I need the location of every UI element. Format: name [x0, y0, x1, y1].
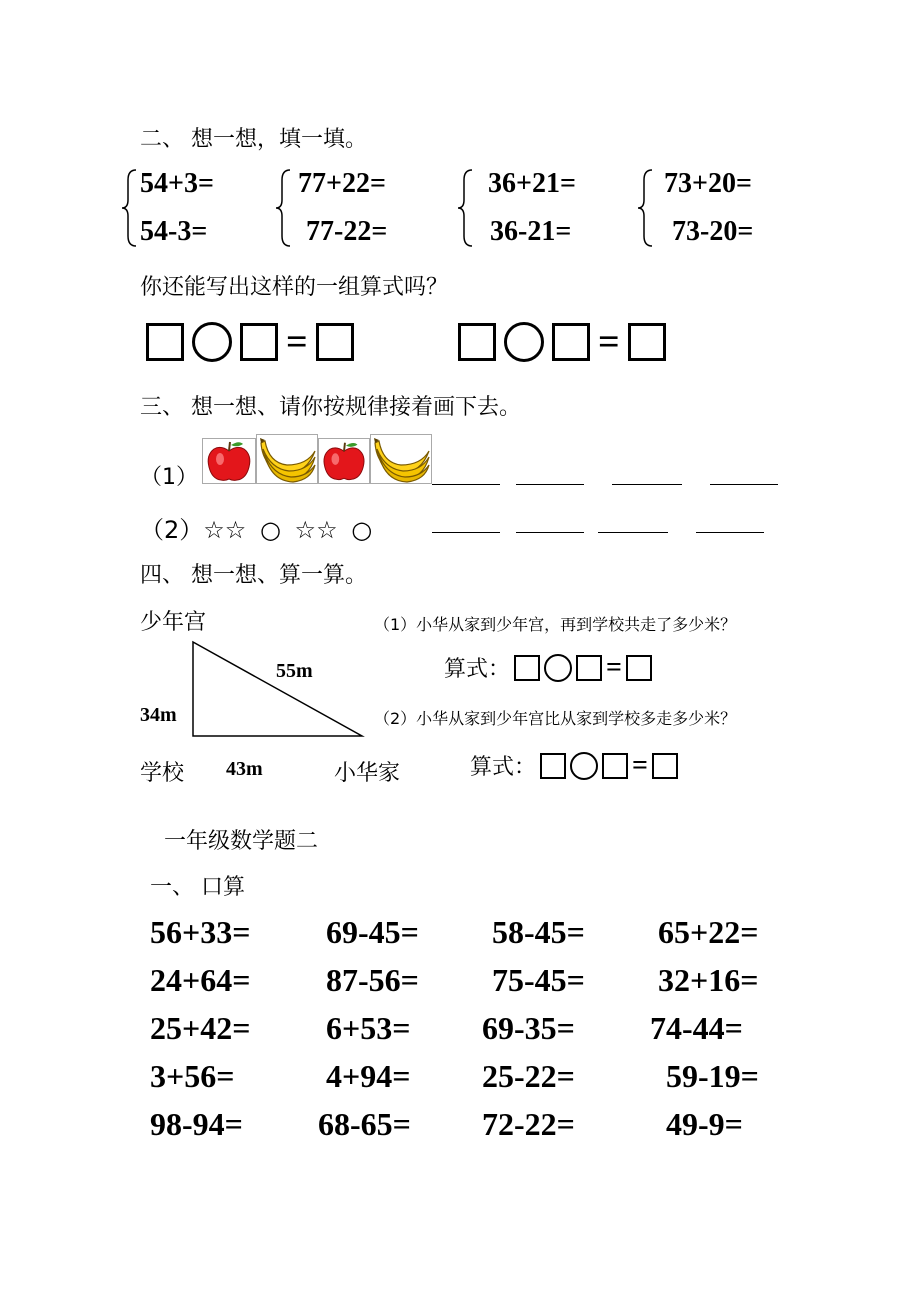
banana-icon — [256, 434, 318, 484]
calc-item: 87-56= — [326, 962, 419, 998]
star-icon: ☆☆ — [294, 516, 338, 544]
answer-blank[interactable] — [516, 484, 584, 485]
brace-icon — [456, 168, 476, 248]
triangle-diagram — [190, 640, 370, 740]
answer-blank[interactable] — [516, 532, 584, 533]
square-icon[interactable] — [602, 753, 628, 779]
circle-icon[interactable] — [544, 654, 572, 682]
square-icon[interactable] — [626, 655, 652, 681]
label-youth-palace: 少年宫 — [140, 610, 207, 635]
square-icon — [146, 323, 184, 361]
formula-template-1 — [146, 322, 354, 362]
calc-item: 4+94= — [326, 1058, 411, 1094]
square-icon[interactable] — [514, 655, 540, 681]
formula-2 — [470, 750, 678, 781]
question-2: （2）小华从家到少年宫比从家到学校多走多少米？ — [374, 709, 737, 728]
answer-blank[interactable] — [432, 532, 500, 533]
group2-top: 77+22= — [298, 168, 386, 199]
section2-question: 你还能写出这样的一组算式吗？ — [140, 275, 449, 300]
calc-item: 32+16= — [658, 962, 759, 998]
square-icon — [552, 323, 590, 361]
equals-sign: = — [606, 651, 622, 683]
answer-blank[interactable] — [432, 484, 500, 485]
square-icon — [240, 323, 278, 361]
question-1: （1）小华从家到少年宫，再到学校共走了多少米？ — [374, 615, 737, 634]
apple-icon — [202, 438, 256, 484]
square-icon — [458, 323, 496, 361]
calc-item: 25-22= — [482, 1058, 575, 1094]
calc-item: 6+53= — [326, 1010, 411, 1046]
group1-bottom: 54-3= — [140, 216, 208, 247]
calc-item: 68-65= — [318, 1106, 411, 1142]
group4-top: 73+20= — [664, 168, 752, 199]
equals-sign: = — [286, 321, 308, 363]
calc-item: 58-45= — [492, 914, 585, 950]
circle-icon: ○ — [259, 516, 281, 544]
label-home: 小华家 — [334, 761, 401, 786]
circle-icon: ○ — [351, 516, 373, 544]
square-icon[interactable] — [540, 753, 566, 779]
formula-label: 算式： — [470, 755, 537, 780]
section2-title: 二、 想一想，填一填。 — [140, 127, 367, 152]
left-side-label: 34m — [140, 704, 177, 726]
formula-label: 算式： — [444, 657, 511, 682]
calc-item: 3+56= — [150, 1058, 235, 1094]
formula-template-2 — [458, 322, 666, 362]
circle-icon — [192, 322, 232, 362]
apple-icon — [318, 438, 370, 484]
calc-item: 56+33= — [150, 914, 251, 950]
calc-item: 74-44= — [650, 1010, 743, 1046]
row2-label: （2） — [140, 516, 204, 544]
section4-title: 四、 想一想、算一算。 — [140, 563, 367, 588]
calc-item: 25+42= — [150, 1010, 251, 1046]
calc-item: 65+22= — [658, 914, 759, 950]
hypotenuse-label: 55m — [276, 660, 313, 682]
calc-item: 98-94= — [150, 1106, 243, 1142]
calc-item: 72-22= — [482, 1106, 575, 1142]
calc-item: 75-45= — [492, 962, 585, 998]
brace-icon — [636, 168, 656, 248]
calc-item: 59-19= — [666, 1058, 759, 1094]
square-icon — [628, 323, 666, 361]
section3-title: 三、 想一想、请你按规律接着画下去。 — [140, 395, 521, 420]
bottom-side-label: 43m — [226, 758, 263, 780]
banana-icon — [370, 434, 432, 484]
calc-item: 69-35= — [482, 1010, 575, 1046]
group3-top: 36+21= — [488, 168, 576, 199]
answer-blank[interactable] — [598, 532, 668, 533]
answer-blank[interactable] — [710, 484, 778, 485]
group2-bottom: 77-22= — [306, 216, 388, 247]
label-school: 学校 — [140, 761, 185, 786]
group3-bottom: 36-21= — [490, 216, 572, 247]
calc-item: 24+64= — [150, 962, 251, 998]
brace-icon — [274, 168, 294, 248]
circle-icon[interactable] — [570, 752, 598, 780]
circle-icon — [504, 322, 544, 362]
brace-icon — [120, 168, 140, 248]
square-icon[interactable] — [652, 753, 678, 779]
square-icon[interactable] — [576, 655, 602, 681]
equals-sign: = — [632, 749, 648, 781]
row2-pattern — [140, 510, 372, 545]
answer-blank[interactable] — [612, 484, 682, 485]
calc-item: 69-45= — [326, 914, 419, 950]
calc-item: 49-9= — [666, 1106, 743, 1142]
square-icon — [316, 323, 354, 361]
answer-blank[interactable] — [696, 532, 764, 533]
part2-subtitle: 一、 口算 — [150, 875, 245, 900]
equals-sign: = — [598, 321, 620, 363]
group4-bottom: 73-20= — [672, 216, 754, 247]
formula-1 — [444, 652, 652, 683]
group1-top: 54+3= — [140, 168, 214, 199]
part2-title: 一年级数学题二 — [164, 829, 319, 854]
star-icon: ☆☆ — [203, 516, 247, 544]
row1-label: （1） — [140, 465, 198, 490]
